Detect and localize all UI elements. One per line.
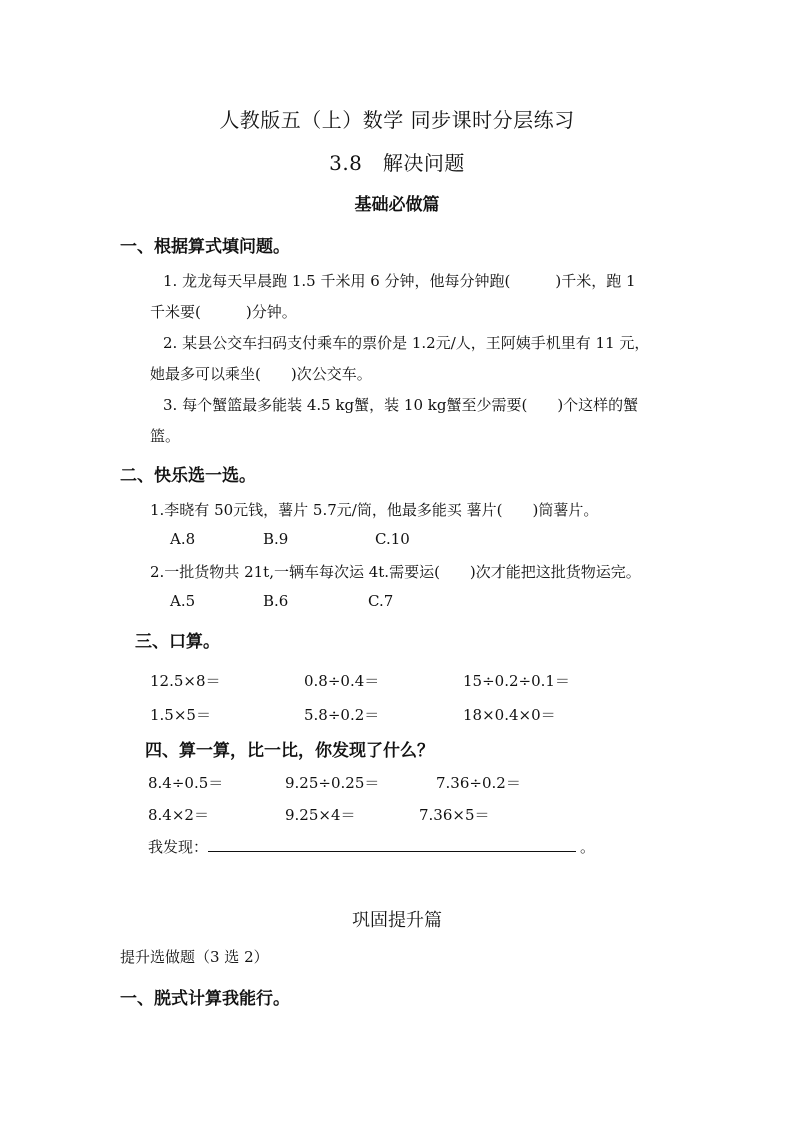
discovery-end: 。 bbox=[580, 838, 596, 856]
section2-q2-option-a: A.5 bbox=[170, 592, 196, 610]
section2-q2-option-c: C.7 bbox=[368, 592, 394, 610]
section2-q1: 1.李晓有 50元钱，薯片 5.7元/筒，他最多能买 薯片( )筒薯片。 bbox=[150, 501, 599, 519]
section1-q3-line1: 3. 每个蟹篮最多能装 4.5 kg蟹，装 10 kg蟹至少需要( )个这样的蟹 bbox=[163, 396, 639, 414]
section2-heading: 二、快乐选一选。 bbox=[120, 466, 256, 486]
section3-heading: 三、口算。 bbox=[135, 632, 220, 652]
section2-q1-option-c: C.10 bbox=[375, 530, 410, 548]
compare-item: 8.4×2＝ bbox=[148, 806, 209, 824]
mental-math-item: 0.8÷0.4＝ bbox=[304, 672, 380, 690]
section2-q1-option-b: B.9 bbox=[263, 530, 289, 548]
part-title-advanced: 巩固提升篇 bbox=[352, 910, 442, 931]
section1-heading: 一、根据算式填问题。 bbox=[120, 237, 290, 257]
mental-math-item: 1.5×5＝ bbox=[150, 706, 211, 724]
mental-math-item: 12.5×8＝ bbox=[150, 672, 221, 690]
section1-q1-line2: 千米要( )分钟。 bbox=[150, 303, 297, 321]
mental-math-item: 5.8÷0.2＝ bbox=[304, 706, 380, 724]
mental-math-item: 18×0.4×0＝ bbox=[463, 706, 556, 724]
compare-item: 7.36÷0.2＝ bbox=[436, 774, 521, 792]
compare-item: 7.36×5＝ bbox=[419, 806, 490, 824]
part2-subheading: 提升选做题（3 选 2） bbox=[120, 948, 269, 966]
lesson-title: 3.8 解决问题 bbox=[329, 151, 465, 175]
section4-heading: 四、算一算，比一比，你发现了什么？ bbox=[145, 741, 434, 761]
discovery-label: 我发现： bbox=[148, 838, 209, 856]
section1-q3-line2: 篮。 bbox=[150, 427, 181, 445]
section2-q2-option-b: B.6 bbox=[263, 592, 289, 610]
part-title-basic: 基础必做篇 bbox=[354, 195, 440, 215]
section1-q1-line1: 1. 龙龙每天早晨跑 1.5 千米用 6 分钟，他每分钟跑( )千米，跑 1 bbox=[163, 272, 636, 290]
section1-q2-line2: 她最多可以乘坐( )次公交车。 bbox=[150, 365, 372, 383]
document-title: 人教版五（上）数学 同步课时分层练习 bbox=[219, 108, 575, 132]
section1-q2-line1: 2. 某县公交车扫码支付乘车的票价是 1.2元/人，王阿姨手机里有 11 元， bbox=[163, 334, 650, 352]
discovery-row bbox=[148, 836, 595, 857]
section2-q2: 2.一批货物共 21t,一辆车每次运 4t.需要运( )次才能把这批货物运完。 bbox=[150, 563, 641, 581]
part2-section1-heading: 一、脱式计算我能行。 bbox=[120, 989, 290, 1009]
section2-q1-option-a: A.8 bbox=[170, 530, 196, 548]
discovery-answer-line[interactable] bbox=[208, 837, 576, 852]
mental-math-item: 15÷0.2÷0.1＝ bbox=[463, 672, 570, 690]
compare-item: 9.25÷0.25＝ bbox=[285, 774, 380, 792]
compare-item: 8.4÷0.5＝ bbox=[148, 774, 224, 792]
compare-item: 9.25×4＝ bbox=[285, 806, 356, 824]
